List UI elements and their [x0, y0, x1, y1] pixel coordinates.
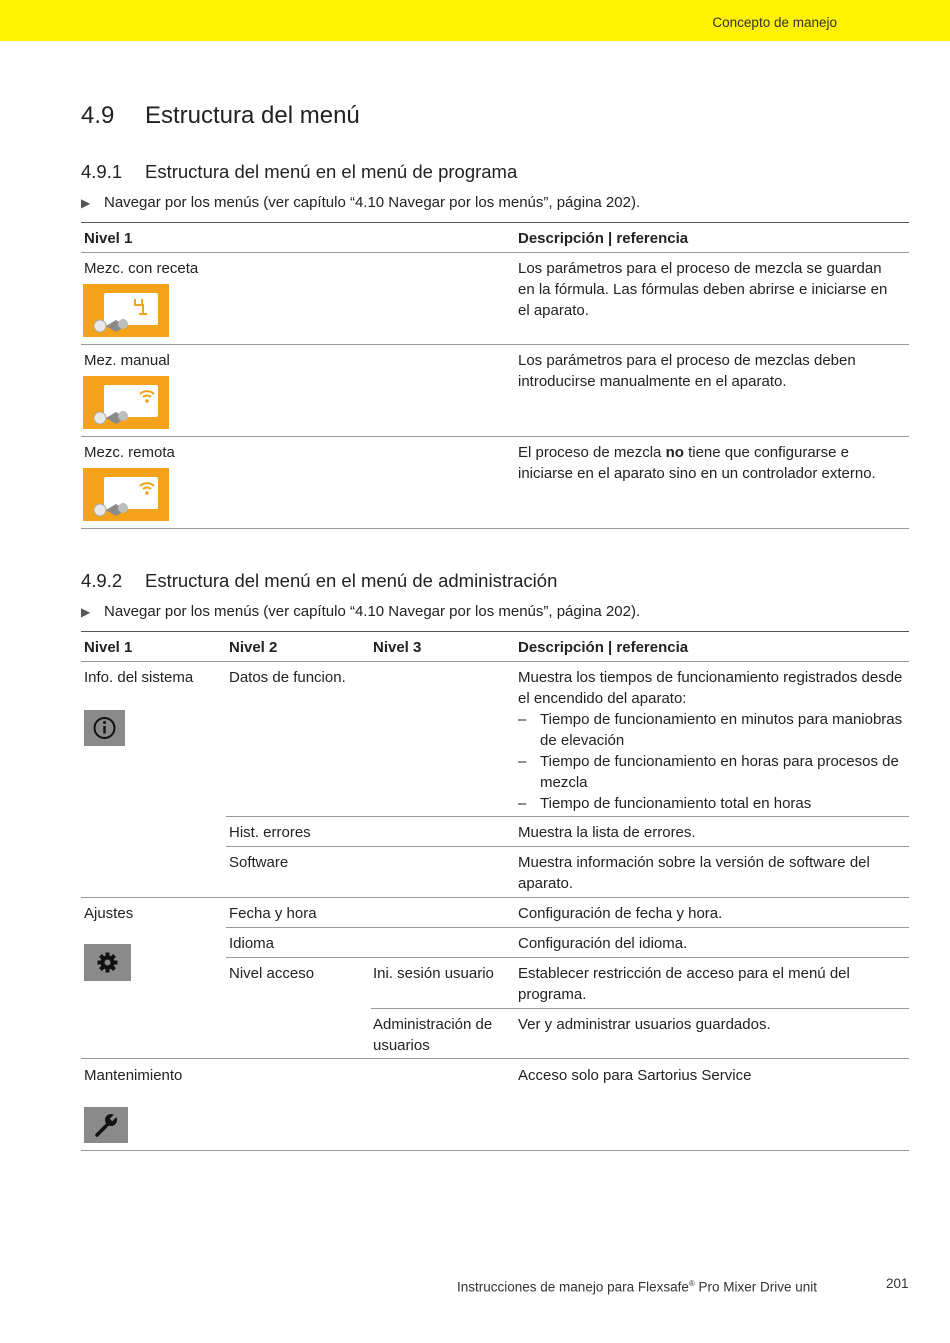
instruction-2: [81, 601, 640, 623]
table-rule: [81, 897, 909, 898]
list-item: – Tiempo de funcionamiento total en horas: [518, 793, 903, 814]
table-top-rule: [81, 222, 909, 223]
arrow-right-icon: ▶: [81, 605, 91, 619]
list-item: – Tiempo de funcionamiento en minutos para maniobras de elevación: [518, 709, 903, 751]
column-header: Nivel 1: [84, 639, 133, 656]
table-rule: [81, 436, 909, 437]
table-cell-level3: Administración de usuarios: [373, 1016, 493, 1054]
table-cell-level1: Mezc. remota: [84, 444, 175, 461]
instruction-text: Navegar por los menús (ver capítulo “4.10 Navegar por los menús”, página 202).: [104, 603, 641, 620]
footer-text: Pro Mixer Drive unit: [694, 1279, 818, 1295]
table-rule: [81, 252, 909, 253]
subsection-heading-2: [81, 569, 557, 593]
table-rule: [81, 528, 909, 529]
page-number: 201: [886, 1276, 909, 1291]
table-rule: [81, 1058, 909, 1059]
subsection-heading-1: [81, 160, 517, 184]
subsection-title: Estructura del menú en el menú de administración: [145, 570, 558, 591]
desc-text: El proceso de mezcla: [518, 444, 666, 461]
section-heading: [81, 100, 360, 132]
remote-mixing-icon: [83, 468, 169, 521]
wrench-icon: [84, 1107, 128, 1143]
table-cell-description: Configuración del idioma.: [518, 935, 688, 952]
table-cell-level2: Hist. errores: [229, 824, 311, 841]
table-cell-level1: Mantenimiento: [84, 1067, 183, 1084]
table-rule: [81, 344, 909, 345]
header-bar: [0, 0, 950, 41]
table-cell-level2: Software: [229, 854, 289, 871]
column-header: Nivel 3: [373, 639, 422, 656]
column-header: Nivel 2: [229, 639, 278, 656]
gear-icon: [84, 944, 131, 981]
manual-mixing-icon: [83, 376, 169, 429]
table-cell-level1: Mez. manual: [84, 352, 170, 369]
info-icon: [84, 710, 125, 746]
column-header: Descripción | referencia: [518, 639, 689, 656]
subsection-number: 4.9.2: [81, 570, 123, 591]
table-cell-description: Establecer restricción de acceso para el menú del programa.: [518, 965, 850, 1003]
table-cell-level2: Fecha y hora: [229, 905, 317, 922]
table-cell-level2: Idioma: [229, 935, 275, 952]
table-cell-level1: Mezc. con receta: [84, 260, 199, 277]
table-cell-description: Acceso solo para Sartorius Service: [518, 1067, 752, 1084]
bullet-list: [518, 709, 903, 814]
table-cell-description: Muestra información sobre la versión de software del aparato.: [518, 854, 870, 892]
footer-text: Instrucciones de manejo para Flexsafe: [457, 1279, 689, 1295]
table-cell-description: Los parámetros para el proceso de mezclas deben introducirse manualmente en el aparato.: [518, 352, 856, 390]
table-cell-description: [518, 667, 903, 814]
table-rule: [226, 957, 909, 958]
table-cell-description: Ver y administrar usuarios guardados.: [518, 1016, 771, 1033]
list-item: – Tiempo de funcionamiento en horas para procesos de mezcla: [518, 751, 903, 793]
table-rule: [81, 661, 909, 662]
subsection-number: 4.9.1: [81, 161, 123, 182]
table-bottom-rule: [81, 1150, 909, 1151]
arrow-right-icon: ▶: [81, 196, 91, 210]
desc-emphasis: no: [665, 444, 684, 461]
header-section-title: Concepto de manejo: [712, 15, 837, 30]
table-cell-level2: Nivel acceso: [229, 965, 315, 982]
table-cell-description: [518, 442, 898, 484]
column-header: Descripción | referencia: [518, 230, 689, 247]
table-cell-description: Configuración de fecha y hora.: [518, 905, 723, 922]
registered-mark: ®: [688, 1279, 695, 1288]
table-rule: [226, 846, 909, 847]
table-rule: [226, 927, 909, 928]
instruction-1: [81, 192, 640, 214]
recipe-mixing-icon: [83, 284, 169, 337]
table-rule: [226, 816, 909, 817]
table-top-rule: [81, 631, 909, 632]
table-cell-level1: Ajustes: [84, 905, 134, 922]
footer-document-title: [457, 1273, 817, 1298]
table-cell-description: Los parámetros para el proceso de mezcla se guardan en la fórmula. Las fórmulas deben abrirse e iniciarse en el aparato.: [518, 260, 888, 319]
section-title: Estructura del menú: [145, 102, 360, 129]
desc-text: tiene que configurarse e iniciarse en el aparato sino en un controlador externo.: [518, 444, 876, 482]
desc-text: Muestra los tiempos de funcionamiento registrados desde el encendido del aparato:: [518, 669, 903, 707]
table-cell-description: Muestra la lista de errores.: [518, 824, 696, 841]
instruction-text: Navegar por los menús (ver capítulo “4.10 Navegar por los menús”, página 202).: [104, 194, 641, 211]
table-cell-level3: Ini. sesión usuario: [373, 965, 494, 982]
table-rule: [371, 1008, 909, 1009]
column-header: Nivel 1: [84, 230, 133, 247]
table-cell-level2: Datos de funcion.: [229, 669, 346, 686]
subsection-title: Estructura del menú en el menú de programa: [145, 161, 518, 182]
section-number: 4.9: [81, 102, 115, 129]
table-cell-level1: Info. del sistema: [84, 669, 194, 686]
